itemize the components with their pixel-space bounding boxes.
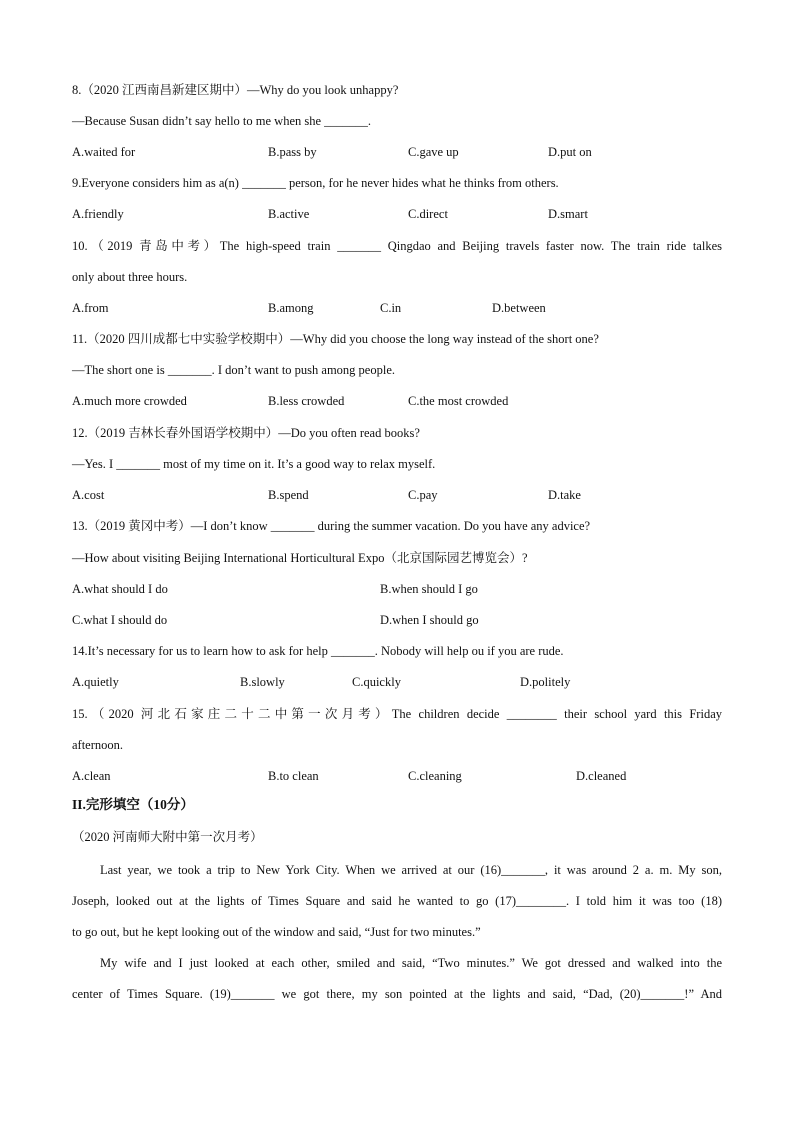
q14-stem: 14.It’s necessary for us to learn how to ask for help _______. Nobody will help ou if you are rude. bbox=[72, 644, 564, 658]
q10-option-d: D.between bbox=[492, 301, 546, 315]
q12-option-a: A.cost bbox=[72, 488, 105, 502]
q10-option-a: A.from bbox=[72, 301, 109, 315]
section-source: （2020 河南师大附中第一次月考） bbox=[72, 830, 263, 844]
q10-option-b: B.among bbox=[268, 301, 314, 315]
q15-option-b: B.to clean bbox=[268, 769, 319, 783]
q11-stem: 11.（2020 四川成都七中实验学校期中）—Why did you choose the long way instead of the short one? bbox=[72, 332, 599, 346]
q11-option-c: C.the most crowded bbox=[408, 394, 509, 408]
passage-line: Joseph, looked out at the lights of Times Square and said he wanted to go (17)________. I told him it was too (18) bbox=[72, 894, 722, 908]
q13-option-c: C.what I should do bbox=[72, 613, 168, 627]
q15-stem-cont: afternoon. bbox=[72, 738, 124, 752]
q9-option-b: B.active bbox=[268, 207, 310, 221]
q12-stem-reply: —Yes. I _______ most of my time on it. It’s a good way to relax myself. bbox=[72, 457, 436, 471]
passage-line: to go out, but he kept looking out of the window and said, “Just for two minutes.” bbox=[72, 925, 481, 939]
q9-stem: 9.Everyone considers him as a(n) _______ person, for he never hides what he thinks from others. bbox=[72, 176, 559, 190]
q15-option-c: C.cleaning bbox=[408, 769, 462, 783]
passage-line: center of Times Square. (19)_______ we got there, my son pointed at the lights and said, “Dad, (20)_______!” And bbox=[72, 987, 722, 1001]
q14-option-b: B.slowly bbox=[240, 675, 285, 689]
q12-option-b: B.spend bbox=[268, 488, 309, 502]
q14-option-c: C.quickly bbox=[352, 675, 401, 689]
q8-stem: 8.（2020 江西南昌新建区期中）—Why do you look unhappy? bbox=[72, 83, 399, 97]
q15-option-d: D.cleaned bbox=[576, 769, 627, 783]
q8-option-a: A.waited for bbox=[72, 145, 136, 159]
q8-option-b: B.pass by bbox=[268, 145, 317, 159]
q12-stem: 12.（2019 吉林长春外国语学校期中）—Do you often read books? bbox=[72, 426, 420, 440]
q15-option-a: A.clean bbox=[72, 769, 111, 783]
q9-option-c: C.direct bbox=[408, 207, 448, 221]
q9-option-d: D.smart bbox=[548, 207, 588, 221]
q13-option-d: D.when I should go bbox=[380, 613, 479, 627]
q10-stem-cont: only about three hours. bbox=[72, 270, 188, 284]
q12-option-c: C.pay bbox=[408, 488, 438, 502]
q9-option-a: A.friendly bbox=[72, 207, 124, 221]
q11-option-a: A.much more crowded bbox=[72, 394, 187, 408]
q14-option-d: D.politely bbox=[520, 675, 571, 689]
q13-option-a: A.what should I do bbox=[72, 582, 168, 596]
q11-option-b: B.less crowded bbox=[268, 394, 345, 408]
section-title: II.完形填空（10分） bbox=[72, 797, 194, 812]
q13-stem-reply: —How about visiting Beijing International Horticultural Expo（北京国际园艺博览会）? bbox=[72, 551, 528, 565]
q8-stem-reply: —Because Susan didn’t say hello to me when she _______. bbox=[72, 114, 372, 128]
q11-stem-reply: —The short one is _______. I don’t want to push among people. bbox=[72, 363, 395, 377]
q14-option-a: A.quietly bbox=[72, 675, 119, 689]
q12-option-d: D.take bbox=[548, 488, 581, 502]
q8-option-c: C.gave up bbox=[408, 145, 459, 159]
q10-option-c: C.in bbox=[380, 301, 402, 315]
q13-stem: 13.（2019 黄冈中考）—I don’t know _______ during the summer vacation. Do you have any advice? bbox=[72, 519, 591, 533]
q10-stem: 10.（2019 青岛中考）The high-speed train _______ Qingdao and Beijing travels faster now. The train ride talkes bbox=[72, 239, 722, 253]
q13-option-b: B.when should I go bbox=[380, 582, 478, 596]
q8-option-d: D.put on bbox=[548, 145, 592, 159]
passage-line: My wife and I just looked at each other, smiled and said, “Two minutes.” We got dressed and walked into the bbox=[100, 956, 722, 970]
q15-stem: 15.（2020 河北石家庄二十二中第一次月考）The children decide ________ their school yard this Friday bbox=[72, 707, 722, 721]
passage-line: Last year, we took a trip to New York City. When we arrived at our (16)_______, it was around 2 a. m. My son, bbox=[100, 863, 722, 877]
